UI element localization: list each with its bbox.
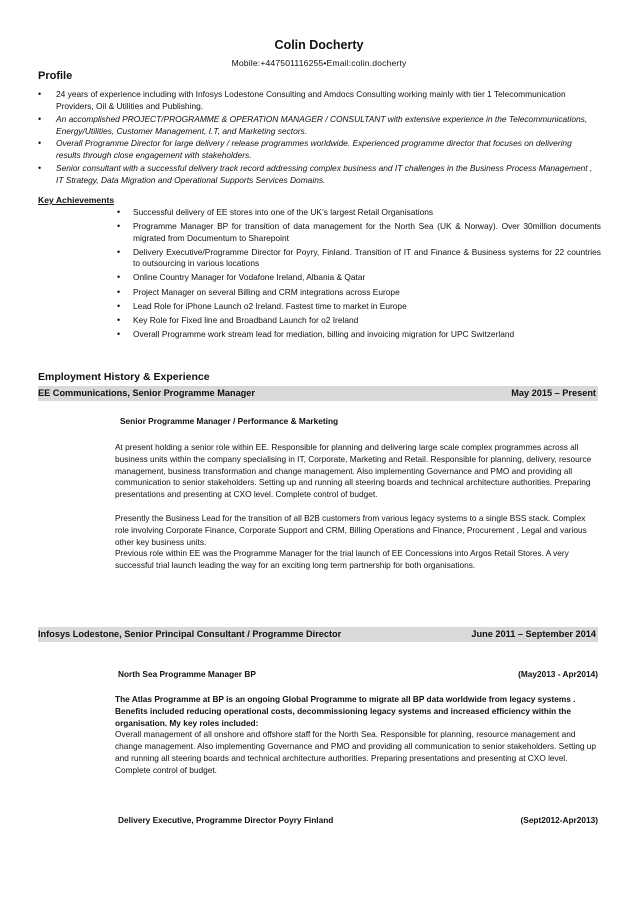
list-item: • Delivery Executive/Programme Director for Poyry, Finland. Transition of IT and Finance & Business systems for 22 countries to outsourcing in various locations <box>117 247 601 270</box>
list-item: • Project Manager on several Billing and CRM integrations across Europe <box>117 287 601 299</box>
bp-responsibilities: Overall management of all onshore and offshore staff for the North Sea. Responsible for planning, resource management and change management. Also implementing Governance and PMO and providing all communication to senior stakeholders. Setting up and running all steering boards and technical architecture authorities. Preparing presentations and presenting at CXO level. Complete control of budget. <box>115 729 597 775</box>
bp-description <box>115 694 599 777</box>
poyry-role-dates: (Sept2012-Apr2013) <box>520 815 598 825</box>
ee-company: EE Communications, Senior Programme Manager <box>38 388 255 398</box>
list-item: • Successful delivery of EE stores into one of the UK’s largest Retail Organisations <box>117 207 601 219</box>
ee-paragraph-1: At present holding a senior role within EE. Responsible for planning and delivering large scale complex programmes across all business units within the company specialising in IT, Corporate, Marketing and Retail. Responsible for planning, delivery, resource management, business transformation and change management. Also implementing Governance and PMO and providing all communication to senior stakeholders. Setting up and running all steering boards and technical architecture authorities. Preparing presentations and presenting at CXO level. Complete control of budget. <box>115 442 592 500</box>
employment-heading: Employment History & Experience <box>38 371 210 383</box>
ee-paragraph-3: Previous role within EE was the Programme Manager for the trial launch of EE Concessions into Argos Retail Stores. A very successful trial launch leading the way for an exciting long term partnership for both organisations. <box>115 548 569 571</box>
list-item: • 24 years of experience including with Infosys Lodestone Consulting and Amdocs Consulting working mainly with tier 1 Telecommunication Providers, Oil & Utilities and Publishing. <box>38 88 598 113</box>
poyry-role-title: Delivery Executive, Programme Director Poyry Finland <box>118 815 334 825</box>
list-item: • Key Role for Fixed line and Broadband Launch for o2 Ireland <box>117 315 601 327</box>
ee-job-band <box>38 386 598 401</box>
profile-heading: Profile <box>38 70 73 82</box>
ee-paragraph-2: Presently the Business Lead for the transition of all B2B customers from various legacy systems to a single BSS stack. Complex role involving Corporate Finance, Corporate Support and CRM, Billing Operations and Finance, Procurement , Legal and various other key business units. <box>115 512 587 547</box>
list-item: • Senior consultant with a successful delivery track record addressing complex business and IT challenges in the Business Process Management , IT Strategy, Data Migration and Operational Supports Services Domains. <box>38 162 598 187</box>
contact-line: Mobile:+447501116255•Email:colin.docherty <box>231 58 407 68</box>
candidate-name: Colin Docherty <box>274 38 364 52</box>
infosys-dates: June 2011 – September 2014 <box>471 629 596 639</box>
ee-description <box>115 442 599 572</box>
list-item: • An accomplished PROJECT/PROGRAMME & OPERATION MANAGER / CONSULTANT with extensive experience in the Telecommunications, Energy/Utilities, Customer Management, I.T, and Marketing sectors. <box>38 113 598 138</box>
list-item: • Overall Programme work stream lead for mediation, billing and invoicing migration for UPC Switzerland <box>117 329 601 341</box>
infosys-job-band <box>38 627 598 642</box>
ee-role-title: Senior Programme Manager / Performance & Marketing <box>120 416 339 426</box>
achievements-list <box>117 207 601 343</box>
key-achievements-heading: Key Achievements <box>38 195 115 205</box>
infosys-company: Infosys Lodestone, Senior Principal Consultant / Programme Director <box>38 629 342 639</box>
bp-role-title: North Sea Programme Manager BP <box>118 669 256 679</box>
profile-list <box>38 88 598 186</box>
bp-summary: The Atlas Programme at BP is an ongoing Global Programme to migrate all BP data worldwide from legacy systems . Benefits included reducing operational costs, decommissioning legacy systems and increased efficiency within the organisation. My key roles included: <box>115 694 576 728</box>
bp-role-dates: (May2013 - Apr2014) <box>518 669 598 679</box>
list-item: • Overall Programme Director for large delivery / release programmes worldwide. Experienced programme director that focuses on delivering results through close engagement with stakeholders. <box>38 137 598 162</box>
list-item: • Online Country Manager for Vodafone Ireland, Albania & Qatar <box>117 272 601 284</box>
list-item: • Programme Manager BP for transition of data management for the North Sea (UK & Norway). Over 30million documents migrated from Documentum to Sharepoint <box>117 221 601 244</box>
ee-dates: May 2015 – Present <box>511 388 596 398</box>
list-item: • Lead Role for iPhone Launch o2 Ireland. Fastest time to market in Europe <box>117 301 601 313</box>
